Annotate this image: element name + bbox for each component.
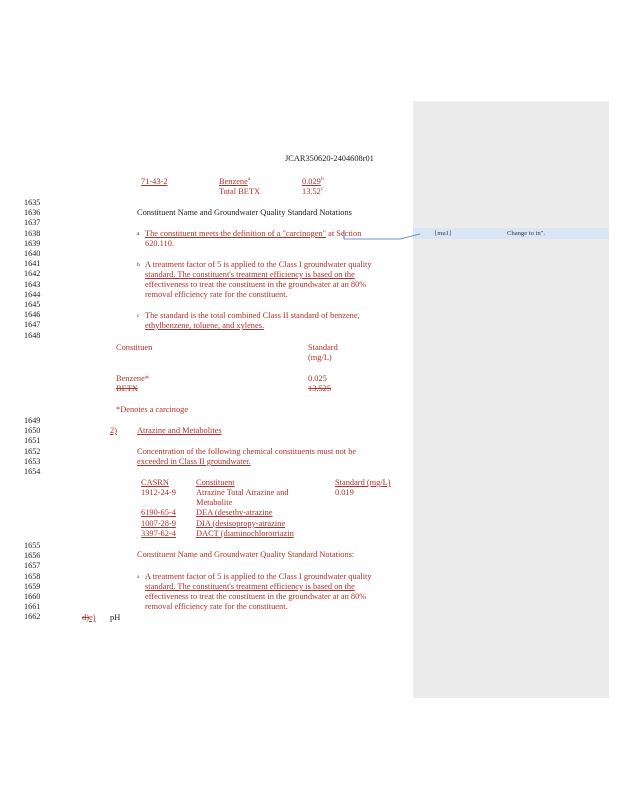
note-a-marker: a [137, 231, 140, 237]
note-b-line3: effectiveness to treat the constituent in the groundwater at an 80% [145, 280, 367, 289]
old-betx: BETX [116, 384, 138, 393]
line-number: 1657 [24, 561, 41, 571]
atrazine-header-constituent: Constituent [196, 478, 235, 487]
line-number: 1641 [24, 259, 41, 269]
comment-balloon[interactable] [413, 228, 609, 239]
line-number: 1644 [24, 289, 41, 299]
note-c-line1: The standard is the total combined Class II standard of benzene, [145, 311, 360, 320]
note-a2-line1: A treatment factor of 5 is applied to the Class I groundwater quality [145, 572, 372, 581]
document-id: JCAR350620-2404608r01 [285, 154, 374, 163]
atrazine-cell-constituent: DACT (diaminochlorotriazin [196, 528, 294, 538]
note-a-line2: 620.110. [145, 239, 175, 248]
benzene-name: Benzene$^a$ [219, 176, 251, 186]
old-benzene-value: 0.025 [308, 374, 327, 383]
benzene-value: 0.029$^b$ [302, 176, 324, 186]
note-a2-line3: effectiveness to treat the constituent in the groundwater at an 80% [145, 592, 367, 601]
section-2-number: 2) [110, 426, 117, 435]
atrazine-cell-constituent: Atrazine Total Atrazine and [196, 488, 289, 497]
old-header-unit: (mg/L) [308, 353, 332, 362]
section-2-para-line1: Concentration of the following chemical constituents must not be [137, 447, 357, 456]
line-number: 1656 [24, 551, 41, 561]
line-number: 1655 [24, 541, 41, 550]
note-b-line1: A treatment factor of 5 is applied to the Class I groundwater quality [145, 260, 372, 269]
old-footnote: *Denotes a carcinoge [116, 405, 189, 414]
line-number: 1636 [24, 208, 41, 218]
old-benzene: Benzene* [116, 374, 150, 383]
section-2-para-line2: exceeded in Class II groundwater. [137, 457, 251, 466]
atrazine-cell-constituent: DIA (desisopropy-atrazine [196, 518, 286, 528]
line-number: 1662 [24, 612, 41, 622]
line-number: 1638 [24, 228, 41, 238]
note-a2-line2: standard. The constituent's treatment efficiency is based on the [145, 582, 355, 591]
line-number: 1647 [24, 320, 41, 330]
line-number: 1652 [24, 446, 41, 456]
ph-title: pH [110, 613, 121, 622]
line-number: 1642 [24, 269, 41, 279]
line-number: 1640 [24, 249, 41, 258]
section-2-title: Atrazine and Metabolites [137, 426, 222, 435]
atrazine-cell-casrn: 1007-28-9 [141, 518, 176, 528]
line-number: 1637 [24, 218, 41, 228]
note-c-line2: ethylbenzene, toluene, and xylenes. [145, 321, 265, 330]
line-number: 1639 [24, 238, 41, 248]
atrazine-cell-value: 0.019 [335, 488, 354, 497]
atrazine-cell-casrn: 3397-62-4 [141, 528, 176, 538]
line-number: 1649 [24, 416, 41, 425]
notations-heading-2: Constituent Name and Groundwater Quality Standard Notations: [137, 550, 355, 559]
line-number: 1660 [24, 592, 41, 601]
betx-name: Total BETX [219, 187, 261, 196]
note-a-line1: The constituent meets the definition of a "carcinogen" at Section [145, 229, 362, 238]
note-a2-marker: a [137, 574, 140, 580]
note-c-marker: c [137, 313, 140, 319]
line-number: 1653 [24, 456, 41, 466]
note-b-line2: standard. The constituent's treatment efficiency is based on the [145, 270, 355, 279]
line-number: 1661 [24, 602, 41, 612]
comment-pane [413, 101, 609, 698]
line-number: 1650 [24, 426, 41, 436]
comment-tag: [mu1] [435, 230, 452, 237]
old-header-constituent: Constituen [116, 343, 153, 352]
note-b-line4: removal efficiency rate for the constituent. [145, 290, 288, 299]
line-number: 1654 [24, 467, 41, 476]
ph-marker: d)e) [82, 613, 96, 622]
line-number: 1635 [24, 198, 41, 207]
casrn-benzene: 71-43-2 [141, 177, 168, 186]
line-number: 1651 [24, 436, 41, 446]
atrazine-header-standard: Standard (mg/L) [335, 478, 391, 487]
atrazine-cell-casrn: 6190-65-4 [141, 508, 176, 518]
atrazine-cell-constituent: Metabolite [196, 498, 233, 508]
old-header-standard: Standard [308, 343, 338, 352]
atrazine-header-casrn: CASRN [141, 478, 169, 487]
note-a2-line4: removal efficiency rate for the constituent. [145, 602, 288, 611]
line-number: 1646 [24, 310, 41, 320]
line-number: 1643 [24, 279, 41, 289]
comment-text: Change to in". [507, 230, 546, 237]
note-b-marker: b [137, 262, 140, 268]
atrazine-cell-constituent: DEA (desethy-atrazine [196, 508, 273, 518]
line-number: 1658 [24, 571, 41, 581]
notations-heading: Constituent Name and Groundwater Quality Standard Notations [137, 208, 352, 217]
old-betx-value: 13.525 [308, 384, 332, 393]
line-number: 1648 [24, 330, 41, 340]
line-number: 1659 [24, 581, 41, 591]
line-number: 1645 [24, 300, 41, 309]
betx-value: 13.52$^c$ [302, 186, 324, 196]
atrazine-cell-casrn: 1912-24-9 [141, 488, 176, 497]
